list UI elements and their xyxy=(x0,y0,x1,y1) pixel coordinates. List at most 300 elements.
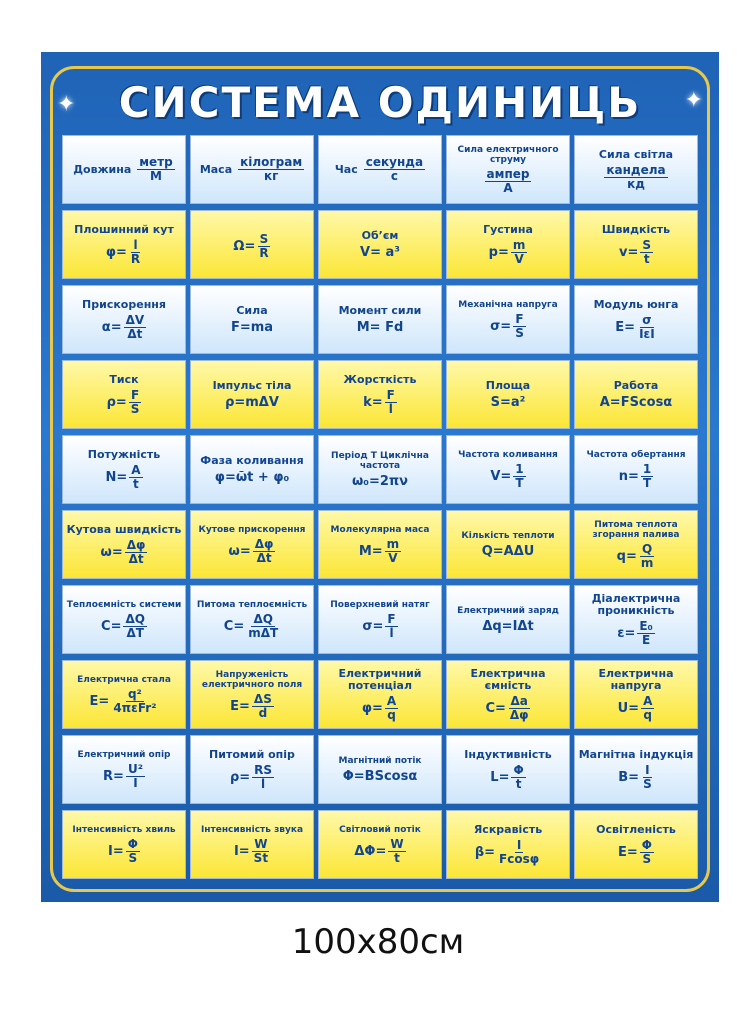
numerator: кандела xyxy=(606,162,666,177)
unit-card xyxy=(446,660,570,729)
fraction xyxy=(388,838,405,865)
denominator: 4πεFr² xyxy=(113,700,157,715)
denominator: l xyxy=(261,776,266,791)
formula xyxy=(362,613,397,640)
fraction xyxy=(125,539,148,566)
denominator: А xyxy=(503,180,513,195)
formula xyxy=(490,313,526,340)
formula xyxy=(485,695,530,722)
formula xyxy=(490,463,525,490)
formula xyxy=(107,389,142,416)
formula-lhs: C= xyxy=(101,618,122,634)
formula-text: M= Fd xyxy=(356,319,404,335)
formula xyxy=(619,463,654,490)
formula-lhs: E= xyxy=(618,844,638,860)
denominator: ΔT xyxy=(126,625,144,640)
unit-card xyxy=(190,285,314,354)
formula-lhs: E= xyxy=(230,698,250,714)
unit-label: Кутове прискорення xyxy=(198,524,306,535)
unit-card xyxy=(446,435,570,504)
unit-label: Поверхневий натяг xyxy=(330,599,430,610)
unit-card xyxy=(318,135,442,204)
denominator: Δt xyxy=(128,551,144,566)
unit-label: Работа xyxy=(613,378,659,392)
numerator: ампер xyxy=(486,166,530,181)
unit-card xyxy=(446,585,570,654)
fraction xyxy=(640,839,654,866)
numerator: I xyxy=(516,837,522,852)
formula-lhs: V= xyxy=(490,468,512,484)
denominator: St xyxy=(253,850,269,865)
formula xyxy=(604,164,667,191)
unit-card xyxy=(62,135,186,204)
fraction xyxy=(385,613,397,640)
numerator: ΔS xyxy=(253,691,272,706)
unit-label: Інтенсивність хвиль xyxy=(72,824,176,835)
denominator: q xyxy=(643,707,653,722)
numerator: Δφ xyxy=(254,536,274,551)
fraction xyxy=(485,168,532,195)
numerator: Δφ xyxy=(126,537,146,552)
unit-card xyxy=(318,660,442,729)
unit-label: Питома теплоємність xyxy=(196,599,308,610)
formula xyxy=(224,613,280,640)
unit-label: Імпульс тіла xyxy=(212,378,292,392)
formula-text: Φ=BScosα xyxy=(342,768,418,784)
numerator: A xyxy=(643,693,653,708)
unit-label: Електрична напруга xyxy=(598,666,674,692)
numerator: Φ xyxy=(641,837,652,852)
unit-card xyxy=(190,735,314,804)
fraction xyxy=(508,695,531,722)
numerator: метр xyxy=(139,155,173,169)
numerator: F xyxy=(386,387,395,402)
fraction xyxy=(246,613,280,640)
unit-card xyxy=(574,210,698,279)
formula-lhs: ρ= xyxy=(229,769,251,785)
formula xyxy=(490,764,525,791)
poster xyxy=(41,52,719,902)
unit-label: Час xyxy=(334,162,358,176)
formula-text: Δq=IΔt xyxy=(482,618,534,634)
numerator: ΔQ xyxy=(125,611,145,626)
fraction xyxy=(238,156,304,183)
denominator: Δφ xyxy=(509,707,529,722)
formula xyxy=(618,764,653,791)
formula xyxy=(90,688,159,715)
formula xyxy=(615,314,656,341)
unit-label: Електрична стала xyxy=(77,674,171,685)
unit-card xyxy=(446,210,570,279)
unit-card xyxy=(62,810,186,879)
unit-label: Період Т Циклічна частота xyxy=(331,450,429,471)
unit-label: Індуктивність xyxy=(464,747,552,761)
formula xyxy=(230,764,274,791)
unit-card xyxy=(190,135,314,204)
formula-text: ρ=mΔV xyxy=(225,394,279,410)
fraction xyxy=(252,764,274,791)
formula xyxy=(103,763,145,790)
unit-card xyxy=(190,810,314,879)
unit-label: Кутова швидкість xyxy=(66,522,182,536)
unit-label: Сила електричного струму xyxy=(457,144,559,165)
formula xyxy=(485,168,532,195)
unit-card xyxy=(446,285,570,354)
numerator: I xyxy=(645,762,650,777)
numerator: Φ xyxy=(127,836,138,851)
numerator: кілограм xyxy=(240,155,303,169)
unit-card xyxy=(62,435,186,504)
formula xyxy=(617,620,655,647)
unit-label: Теплоємність системи xyxy=(66,599,182,610)
unit-card xyxy=(190,210,314,279)
denominator: S xyxy=(128,850,138,865)
numerator: W xyxy=(254,836,268,851)
numerator: Q xyxy=(642,541,653,556)
denominator: q xyxy=(387,707,396,722)
unit-row xyxy=(73,156,175,183)
formula xyxy=(482,619,533,634)
formula-lhs: β= xyxy=(474,844,496,860)
unit-row xyxy=(200,156,304,183)
fraction xyxy=(129,464,142,491)
unit-card xyxy=(62,285,186,354)
unit-card xyxy=(574,285,698,354)
formula-lhs: p= xyxy=(488,244,509,260)
fraction xyxy=(252,693,274,720)
formula xyxy=(363,389,397,416)
denominator: S xyxy=(515,325,524,340)
formula-lhs: E= xyxy=(89,693,110,709)
fraction xyxy=(637,314,657,341)
unit-card xyxy=(574,735,698,804)
fraction xyxy=(385,389,397,416)
unit-card xyxy=(318,360,442,429)
unit-card xyxy=(318,510,442,579)
numerator: 1 xyxy=(515,461,524,476)
fraction xyxy=(385,695,398,722)
size-caption: 100х80см xyxy=(291,922,465,962)
unit-label: Маса xyxy=(199,162,233,176)
fraction xyxy=(641,463,653,490)
unit-label: Діалектрична проникність xyxy=(591,591,681,617)
unit-card xyxy=(190,360,314,429)
formula xyxy=(343,769,418,784)
formula xyxy=(234,838,270,865)
unit-label: Об’єм xyxy=(361,228,399,242)
denominator: R xyxy=(130,251,141,266)
formula-text: ω₀=2πν xyxy=(351,473,409,489)
denominator: t xyxy=(133,476,139,491)
unit-card xyxy=(318,735,442,804)
unit-card xyxy=(446,735,570,804)
fraction xyxy=(497,839,541,866)
denominator: t xyxy=(643,251,650,266)
formula-lhs: q= xyxy=(616,548,637,564)
poster-title: СИСТЕМА ОДИНИЦЬ xyxy=(118,78,642,127)
formula-lhs: C= xyxy=(485,700,506,716)
unit-label: Фаза коливання xyxy=(200,453,304,467)
numerator: σ xyxy=(642,312,652,327)
formula xyxy=(352,474,408,489)
formula-lhs: ρ= xyxy=(106,394,127,410)
sparkle-icon: ✦ xyxy=(57,92,76,117)
unit-label: Тиск xyxy=(109,372,139,386)
numerator: l xyxy=(133,237,138,252)
unit-card xyxy=(190,585,314,654)
unit-label: Інтенсивність звука xyxy=(200,824,304,835)
fraction xyxy=(511,764,525,791)
unit-card xyxy=(574,810,698,879)
formula-text: S=a² xyxy=(490,394,526,410)
denominator: m xyxy=(640,555,654,570)
denominator: Δt xyxy=(127,326,143,341)
unit-card xyxy=(62,585,186,654)
fraction xyxy=(604,164,667,191)
sparkle-icon: ✦ xyxy=(684,88,703,113)
unit-card xyxy=(574,510,698,579)
formula xyxy=(600,395,673,410)
unit-label: Момент сили xyxy=(338,303,422,317)
formula-text: Q=AΔU xyxy=(481,543,535,559)
fraction xyxy=(640,239,653,266)
denominator: t xyxy=(394,850,400,865)
unit-card xyxy=(190,435,314,504)
formula-lhs: φ= xyxy=(105,244,127,260)
formula xyxy=(491,395,526,410)
unit-label: Довжина xyxy=(73,162,132,176)
unit-card xyxy=(574,360,698,429)
denominator: Δt xyxy=(256,550,272,565)
unit-label: Питома теплота згорання палива xyxy=(592,519,680,540)
unit-label: Електрична ємність xyxy=(470,666,546,692)
denominator: кд xyxy=(627,176,645,191)
denominator: V xyxy=(514,251,524,266)
unit-label: Електричний потенціал xyxy=(338,666,422,692)
unit-card xyxy=(318,585,442,654)
formula-lhs: E= xyxy=(615,319,636,335)
numerator: F xyxy=(515,311,524,326)
numerator: Δa xyxy=(510,693,528,708)
numerator: W xyxy=(390,836,404,851)
unit-label: Модуль юнга xyxy=(593,297,679,311)
denominator: Fcosφ xyxy=(499,851,540,866)
formula-text: V= a³ xyxy=(360,244,400,260)
fraction xyxy=(511,239,528,266)
unit-label: Прискорення xyxy=(82,297,166,311)
numerator: Φ xyxy=(513,762,524,777)
fraction xyxy=(123,613,147,640)
fraction xyxy=(252,838,270,865)
numerator: F xyxy=(387,611,396,626)
numerator: S xyxy=(642,237,652,252)
unit-card xyxy=(318,285,442,354)
formula-lhs: v= xyxy=(618,244,639,260)
formula xyxy=(233,233,270,260)
fraction xyxy=(513,463,525,490)
formula-lhs: ω= xyxy=(100,544,123,560)
fraction xyxy=(129,389,142,416)
formula xyxy=(101,613,147,640)
formula-lhs: φ= xyxy=(361,700,383,716)
numerator: S xyxy=(259,231,269,246)
formula-lhs: C= xyxy=(223,618,245,634)
formula-lhs: I= xyxy=(233,843,250,859)
formula xyxy=(105,464,142,491)
denominator: R xyxy=(259,245,269,260)
unit-label: Густина xyxy=(483,222,533,236)
fraction xyxy=(385,538,402,565)
formula-lhs: Ω= xyxy=(233,238,256,254)
formula xyxy=(354,838,405,865)
numerator: ΔQ xyxy=(253,611,273,626)
denominator: t xyxy=(515,776,522,791)
formula-lhs: I= xyxy=(108,843,124,859)
denominator: T xyxy=(642,475,652,490)
unit-label: Освітленість xyxy=(596,822,676,836)
denominator: l xyxy=(389,625,394,640)
fraction xyxy=(637,620,654,647)
denominator: S xyxy=(643,776,652,791)
fraction xyxy=(124,314,147,341)
formula xyxy=(357,320,404,335)
unit-card xyxy=(574,435,698,504)
formula xyxy=(230,693,274,720)
formula-text: A=FScosα xyxy=(599,394,673,410)
unit-label: Магнітна індукція xyxy=(578,747,694,761)
unit-card xyxy=(62,660,186,729)
unit-card xyxy=(190,510,314,579)
numerator: E₀ xyxy=(639,618,653,633)
denominator: d xyxy=(258,705,268,720)
formula xyxy=(619,239,653,266)
unit-label: Молекулярна маса xyxy=(330,524,430,535)
formula xyxy=(617,543,656,570)
numerator: секунда xyxy=(365,155,424,169)
fraction xyxy=(641,764,654,791)
numerator: ΔV xyxy=(125,312,145,327)
unit-card xyxy=(62,210,186,279)
unit-card xyxy=(446,360,570,429)
formula-text: F=ma xyxy=(230,319,274,335)
formula-lhs: N= xyxy=(105,469,128,485)
fraction xyxy=(639,543,656,570)
formula-lhs: R= xyxy=(103,768,124,784)
unit-card xyxy=(318,435,442,504)
formula-lhs: σ= xyxy=(490,318,512,334)
unit-card xyxy=(62,360,186,429)
numerator: m xyxy=(512,237,526,252)
unit-card xyxy=(318,810,442,879)
unit-label: Магнітний потік xyxy=(338,755,422,766)
numerator: q² xyxy=(127,686,142,701)
formula xyxy=(360,245,400,260)
formula xyxy=(108,838,140,865)
numerator: F xyxy=(130,387,140,402)
denominator: S xyxy=(642,851,652,866)
unit-label: Кількість теплоти xyxy=(461,530,555,541)
formula-lhs: k= xyxy=(363,394,383,410)
denominator: T xyxy=(515,475,524,490)
formula xyxy=(489,239,528,266)
formula xyxy=(101,539,148,566)
formula xyxy=(482,544,535,559)
unit-label: Площа xyxy=(485,378,531,392)
unit-card xyxy=(190,660,314,729)
unit-card xyxy=(62,735,186,804)
formula-lhs: M= xyxy=(358,543,383,559)
unit-label: Частота коливання xyxy=(458,449,558,460)
unit-card xyxy=(574,135,698,204)
denominator: с xyxy=(390,169,398,183)
formula-lhs: ω= xyxy=(228,543,251,559)
formula-lhs: ΔΦ= xyxy=(354,843,387,859)
numerator: m xyxy=(386,536,400,551)
unit-label: Сила xyxy=(236,303,268,317)
numerator: A xyxy=(386,693,397,708)
unit-label: Потужність xyxy=(87,447,161,461)
unit-card xyxy=(446,810,570,879)
unit-card xyxy=(574,585,698,654)
denominator: mΔT xyxy=(248,625,279,640)
formula-text: φ=ῶt + φ₀ xyxy=(214,469,290,485)
formula-lhs: L= xyxy=(490,769,510,785)
unit-label: Частота обертання xyxy=(586,449,686,460)
unit-label: Світловий потік xyxy=(339,824,421,835)
fraction xyxy=(111,688,158,715)
unit-card xyxy=(446,510,570,579)
unit-label: Питомий опір xyxy=(209,747,295,761)
unit-card xyxy=(318,210,442,279)
denominator: l xyxy=(388,401,393,416)
numerator: RS xyxy=(254,762,273,777)
unit-card xyxy=(574,660,698,729)
fraction xyxy=(137,156,175,183)
formula xyxy=(102,314,146,341)
fraction xyxy=(513,313,526,340)
unit-row xyxy=(335,156,425,183)
formula xyxy=(618,839,654,866)
formula xyxy=(106,239,142,266)
formula xyxy=(359,538,401,565)
denominator: S xyxy=(130,401,140,416)
formula-lhs: α= xyxy=(101,319,122,335)
fraction xyxy=(641,695,654,722)
denominator: кг xyxy=(263,169,279,183)
denominator: IεI xyxy=(639,326,655,341)
unit-label: Електричний опір xyxy=(77,749,171,760)
denominator: I xyxy=(133,775,138,790)
unit-label: Сила світла xyxy=(598,147,674,161)
unit-label: Яскравість xyxy=(473,822,543,836)
denominator: V xyxy=(388,550,398,565)
fraction xyxy=(129,239,142,266)
formula-lhs: n= xyxy=(618,468,639,484)
unit-card xyxy=(62,510,186,579)
formula-lhs: σ= xyxy=(362,618,384,634)
numerator: U² xyxy=(127,761,143,776)
numerator: 1 xyxy=(642,461,652,476)
fraction xyxy=(126,838,140,865)
formula xyxy=(229,538,276,565)
formula xyxy=(618,695,655,722)
unit-label: Жорсткість xyxy=(343,372,417,386)
denominator: E xyxy=(641,632,651,647)
fraction xyxy=(253,538,276,565)
fraction xyxy=(364,156,425,183)
unit-label: Плошинний кут xyxy=(74,222,174,236)
formula xyxy=(362,695,398,722)
